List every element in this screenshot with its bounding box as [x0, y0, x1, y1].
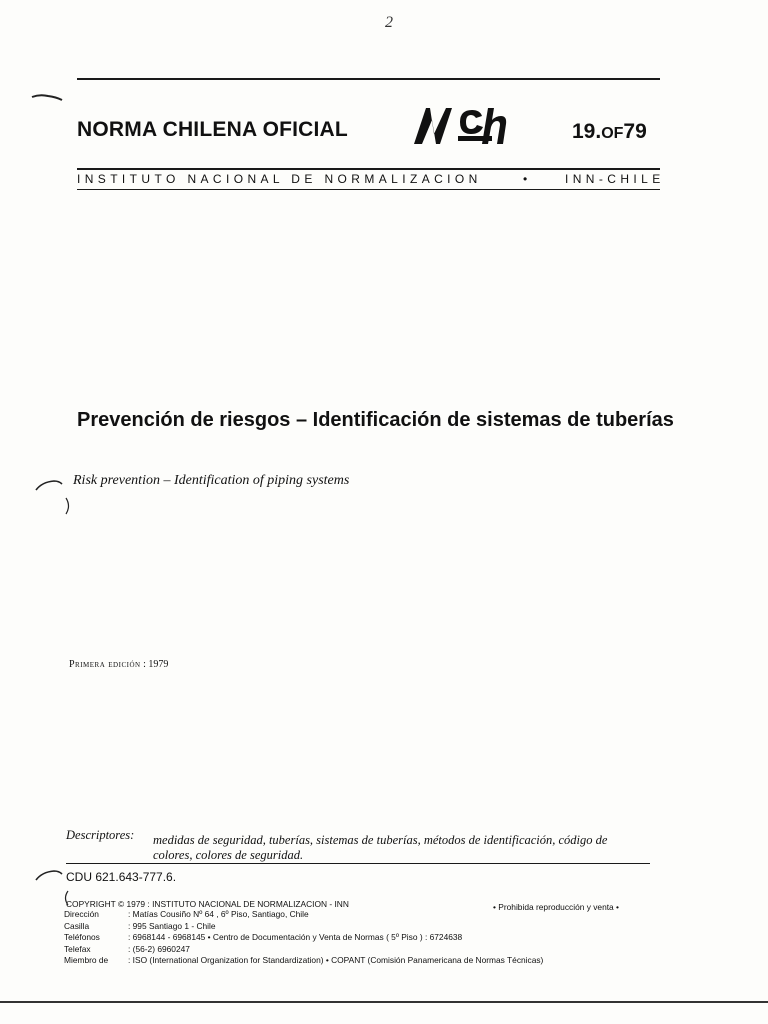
margin-mark-paren	[64, 496, 72, 516]
nch-logo	[408, 100, 514, 152]
info-key: Teléfonos	[64, 932, 100, 942]
copyright-line: COPYRIGHT © 1979 : INSTITUTO NACIONAL DE NORMALIZACION - INN	[66, 899, 349, 909]
info-row-po-box	[64, 921, 543, 933]
info-row-fax	[64, 944, 543, 956]
institute-line	[77, 172, 665, 186]
footer-rule	[0, 1001, 768, 1003]
margin-mark-copyright	[62, 889, 70, 907]
page-number-mark: 2	[385, 14, 393, 31]
document-title-spanish: Prevención de riesgos – Identificación de sistemas de tuberías	[77, 409, 674, 431]
edition-line	[69, 659, 168, 670]
edition-value: : 1979	[143, 659, 169, 670]
standard-number-of: OF	[601, 125, 624, 142]
margin-mark-cdu	[34, 866, 64, 882]
info-value: : (56-2) 6960247	[128, 943, 190, 954]
header-mid-rule	[77, 168, 660, 170]
standard-number-year: 79	[623, 120, 647, 143]
institute-country: INN-CHILE	[565, 172, 665, 186]
info-value: : 6968144 - 6968145 • Centro de Documentación y Venta de Normas ( 5º Piso ) : 6724638	[128, 932, 463, 942]
descriptors-line-2: colores, colores de seguridad.	[153, 848, 304, 862]
margin-mark-english	[34, 476, 64, 492]
info-value: : 995 Santiago 1 - Chile	[128, 920, 216, 931]
header-bottom-rule	[77, 189, 660, 190]
info-row-address	[64, 909, 543, 921]
prohibited-notice: • Prohibida reproducción y venta •	[493, 902, 619, 912]
publisher-info	[64, 909, 543, 967]
descriptors-rule	[66, 863, 650, 864]
descriptors-text	[153, 833, 651, 863]
header-top-rule	[77, 78, 660, 80]
info-key: Dirección	[64, 909, 99, 919]
descriptors-line-1: medidas de seguridad, tuberías, sistemas de tuberías, métodos de identificación, código de	[153, 833, 608, 847]
institute-bullet: •	[523, 172, 532, 186]
info-key: Miembro de	[64, 955, 109, 965]
standard-number-main: 19.	[572, 120, 602, 143]
info-key: Telefax	[64, 943, 91, 954]
margin-mark-top	[30, 88, 64, 102]
institute-name: INSTITUTO NACIONAL DE NORMALIZACION	[77, 172, 482, 186]
info-value: : Matías Cousiño Nº 64 , 6º Piso, Santiago, Chile	[128, 909, 309, 919]
info-key: Casilla	[64, 920, 90, 931]
edition-label: Primera edición	[69, 659, 141, 670]
cdu-code: CDU 621.643-777.6.	[66, 870, 177, 884]
info-row-phones	[64, 932, 543, 944]
document-title-english: Risk prevention – Identification of piping systems	[73, 473, 350, 488]
info-row-member	[64, 955, 543, 967]
info-value: : ISO (International Organization for Standardization) • COPANT (Comisión Panamericana de Normas Técnicas)	[128, 955, 544, 965]
standard-title: NORMA CHILENA OFICIAL	[77, 118, 348, 141]
standard-number	[572, 120, 647, 144]
descriptors-label: Descriptores:	[66, 828, 135, 842]
